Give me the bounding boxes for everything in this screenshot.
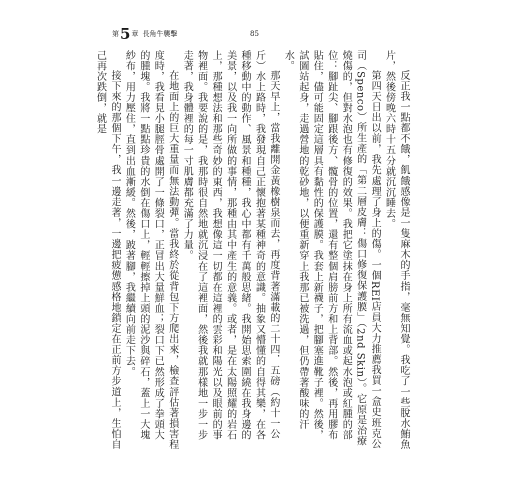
chapter-number: 5 <box>120 25 131 43</box>
paragraph: 第四天日出以前，我先處理了身上的傷。一個REI店員大力推薦我買一盒史班克公司（Spenco）所生產的「第二層皮膚：傷口修復保護膜」（2nd Skin）。它原是治療燒傷的，但對水泡也有修復的效果。我把它塗抹在身上所有流血或起水泡或紅腫的部位：腳趾尖、腳跟後方、髖骨的位置，還有整個肩膀前方和上背部。然後，再用膠布貼住，儘可能固定這層具有黏性的保護膜。我套上新襪子，把腳塞進靴子裡。然後，試圖站起身，走過營地的乾砂地，以便重新穿上我那已被洗過，但仍帶著酸味的汗水。 <box>282 50 381 450</box>
chapter-suffix: 章 <box>131 30 139 38</box>
paragraph: 接下來的那個下午，我一邊走著，一邊把疲憊感格地鎖定在正前方步道上，生怕自己再次跌倒，就是 <box>94 50 120 450</box>
chapter-header <box>112 27 177 41</box>
paragraph: 在地面上的巨大重量而無法動彈。當我終於從背包下方爬出來，檢查評估著損害程度時，我看見小腿脛骨處開了一條裂口，正冒出大量鮮血；裂口下已然形成了拳頭大的腫塊。我將一點點珍貴的水倒在傷口上，輕輕擦掉上頭的泥沙與碎石，蓋上一大塊紗布，用力壓住，直到出血漸緩。然後，跛著腳，我繼續向前走下去。 <box>123 50 178 450</box>
paragraph: 反正我一點都不餓，飢餓感像是一隻麻木的手指，毫無知覺。我吃了一些脫水鮪魚片，然後傍晚六時十五分就沉沉睡去。 <box>383 50 409 450</box>
paragraph: 那天早上，當我離開金黃橡樹泉而去，再度背著滿載的二十四．五磅（約十一公斤）水上路時，我發現自己正懷抱著某種神奇的意識。抽象又懵懂的自得其樂，在各種移動中的動作、風景和種種，我心中都有千萬般思緒。我開始思索圍繞在我身邊的美景，以及我一向所做的事情，那種由其中產生的意義。或者，是在太陽照耀的岩石上，那種想法和那些奇妙的東西，我想像這一切都在這裡的雲彩和陽光以及眼前的事物裡面。我要說的是，我那時很自然地就沉浸在了這裡面，然後我就那樣地一步一步走著，我身體裡的每一寸肌膚都充滿了力量。 <box>181 50 279 441</box>
vertical-body-text <box>94 50 410 450</box>
chapter-title: 長角牛襲擊 <box>142 30 178 38</box>
page-number: 85 <box>250 30 259 38</box>
chapter-prefix: 第 <box>112 30 119 38</box>
running-header <box>112 27 412 41</box>
